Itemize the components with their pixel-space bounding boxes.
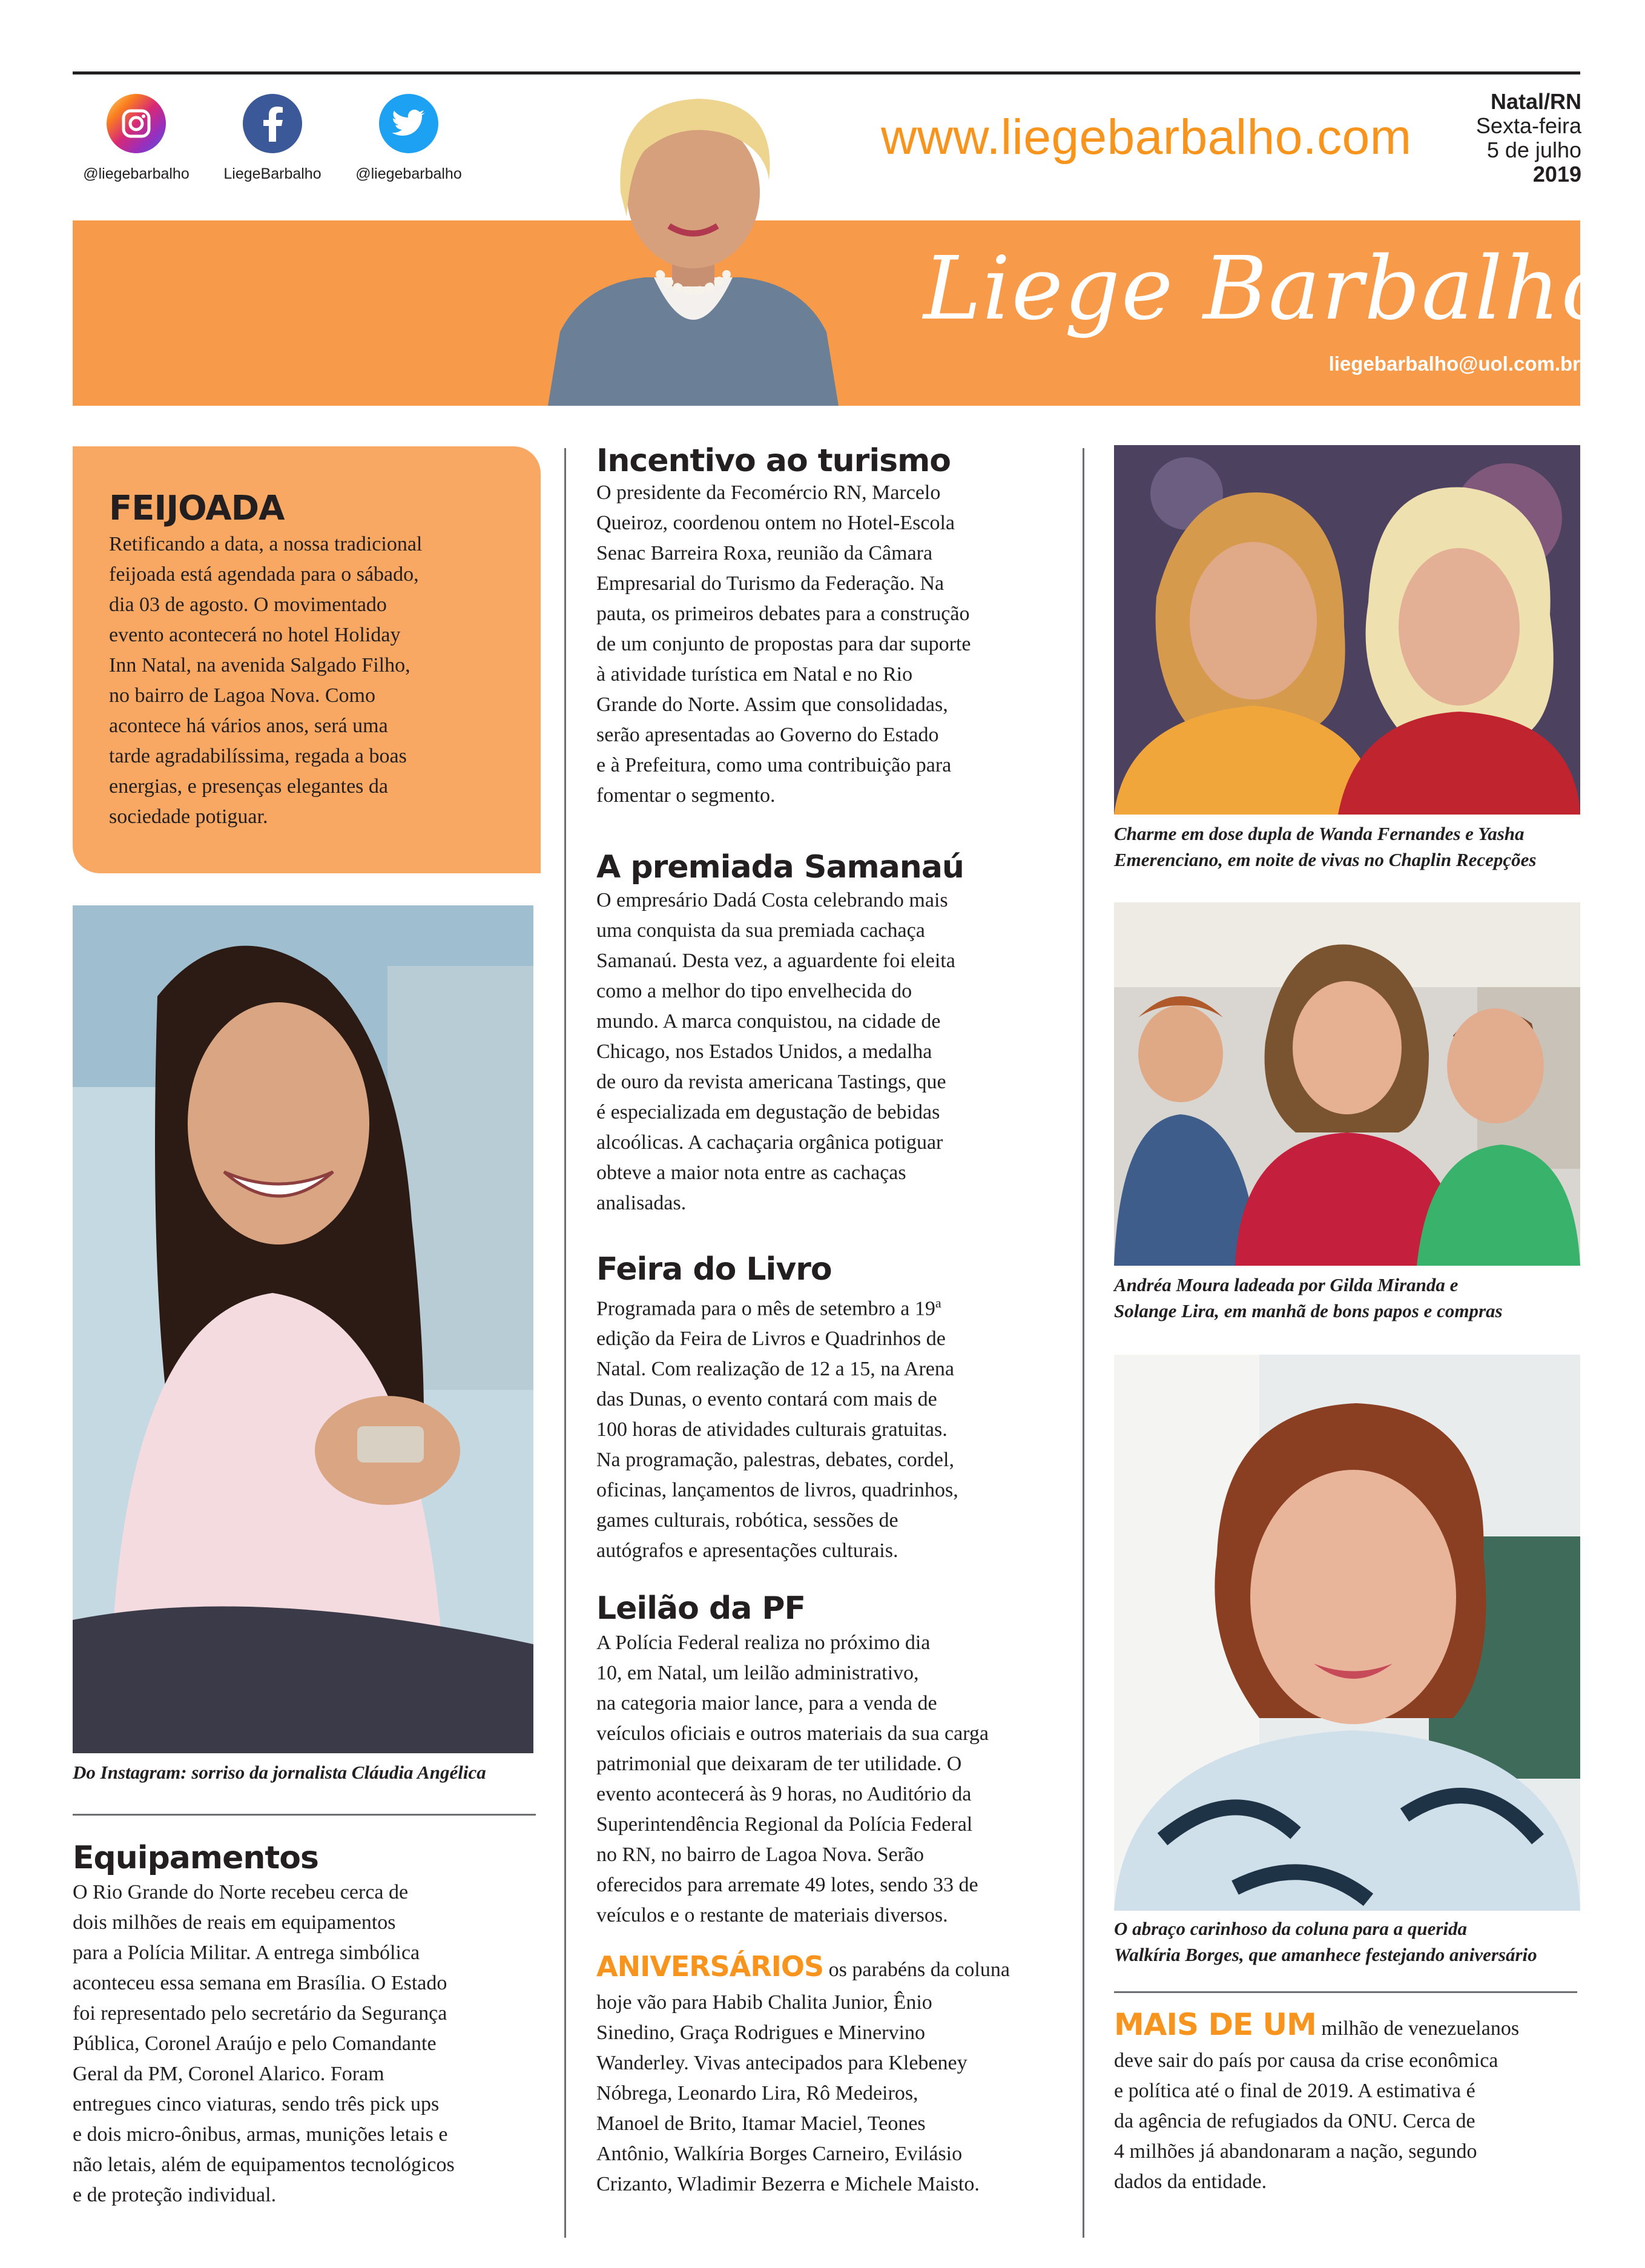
columnist-email[interactable]: liegebarbalho@uol.com.br xyxy=(1328,352,1580,375)
weekday: Sexta-feira xyxy=(1475,113,1581,138)
mais-de-um-first-line: milhão de venezuelanos xyxy=(1316,2017,1520,2040)
date-block xyxy=(1476,90,1581,187)
right-separator xyxy=(1114,1991,1577,1993)
samanau-text: O empresário Dadá Costa celebrando mais uma conquista da sua premiada cachaça Samanaú. Desta vez, a aguardente foi eleita como a melhor do tipo envelhecida do mundo. A marca conquistou, na cidade de Chicago, nos Estados Unidos, a medalha de ouro da revista americana Tastings, que é especializada em degustação de bebidas alcoólicas. A cachaçaria orgânica potiguar obteve a maior nota entre as cachaças analisadas. xyxy=(596,889,955,1214)
year: 2019 xyxy=(1532,162,1581,187)
aniversarios-lead: ANIVERSÁRIOS xyxy=(596,1950,824,1983)
feira-text-start: Programada para o mês de setembro a 19 xyxy=(596,1297,935,1320)
aniversarios-body: hoje vão para Habib Chalita Junior, Ênio Sinedino, Graça Rodrigues e Minervino Wanderley. Vivas antecipados para Klebeney Nóbrega, Leonardo Lira, Rô Medeiros, Manoel de Brito, Itamar Maciel, Teones Antônio, Walkíria Borges Carneiro, Evilásio Crizanto, Wladimir Bezerra e Michele Maisto. xyxy=(596,1991,980,2195)
andrea-caption: Andréa Moura ladeada por Gilda Miranda e Solange Lira, em manhã de bons papos e compras xyxy=(1114,1274,1503,1321)
aniversarios-text xyxy=(596,1951,1081,1985)
date: 5 de julho xyxy=(1486,137,1581,162)
feijoada-title: FEIJOADA xyxy=(109,489,285,528)
feira-text xyxy=(596,1288,1081,1566)
equipamentos-text: O Rio Grande do Norte recebeu cerca de dois milhões de reais em equipamentos para a Polícia Militar. A entrega simbólica aconteceu essa semana em Brasília. O Estado foi representado pelo secretário da Segurança Pública, Coronel Araújo e pelo Comandante Geral da PM, Coronel Alarico. Foram entregues cinco viaturas, sendo três pick ups e dois micro-ônibus, armas, munições letais e não letais, além de equipamentos tecnológicos e de proteção individual. xyxy=(73,1881,455,2206)
claudia-angelica-photo xyxy=(73,905,533,1753)
feira-title: Feira do Livro xyxy=(596,1251,832,1288)
columnist-name: Liege Barbalho xyxy=(923,237,1615,339)
instagram-icon xyxy=(107,94,166,153)
andrea-gilda-solange-photo xyxy=(1114,902,1580,1266)
mais-de-um-text xyxy=(1114,2009,1598,2044)
feijoada-text: Retificando a data, a nossa tradicional feijoada está agendada para o sábado, dia 03 de agosto. O movimentado evento acontecerá no hotel Holiday Inn Natal, na avenida Salgado Filho, no bairro de Lagoa Nova. Como acontece há vários anos, será uma tarde agradabilíssima, regada a boas energias, e presenças elegantes da sociedade potiguar. xyxy=(109,533,423,828)
feira-ordinal: a xyxy=(935,1295,941,1311)
walkiria-caption: O abraço carinhoso da coluna para a querida Walkíria Borges, que amanhece festejando aniversário xyxy=(1114,1918,1537,1965)
wanda-yasha-photo xyxy=(1114,445,1580,815)
facebook-handle: LiegeBarbalho xyxy=(223,165,321,182)
left-separator xyxy=(73,1814,536,1816)
aniversarios-first-line: os parabéns da coluna xyxy=(823,1959,1010,1981)
twitter-icon xyxy=(379,94,438,153)
column-divider-right xyxy=(1083,448,1084,2238)
instagram-link[interactable] xyxy=(73,94,200,183)
claudia-caption: Do Instagram: sorriso da jornalista Cláudia Angélica xyxy=(73,1762,486,1783)
column-divider-left xyxy=(564,448,566,2238)
leilao-text: A Polícia Federal realiza no próximo dia 10, em Natal, um leilão administrativo, na categoria maior lance, para a venda de veículos oficiais e outros materiais da sua carga patrimonial que deixaram de ter utilidade. O evento acontecerá às 9 horas, no Auditório da Superintendência Regional da Polícia Federal no RN, no bairro de Lagoa Nova. Serão oferecidos para arremate 49 lotes, sendo 33 de veículos e o restante de materiais diversos. xyxy=(596,1632,989,1926)
facebook-link[interactable] xyxy=(209,94,336,183)
facebook-icon xyxy=(243,94,302,153)
website-link[interactable]: www.liegebarbalho.com xyxy=(881,110,1412,165)
feijoada-box xyxy=(73,446,541,873)
feira-text-rest: edição da Feira de Livros e Quadrinhos de Natal. Com realização de 12 a 15, na Arena das Dunas, o evento contará com mais de 100 horas de atividades culturais gratuitas. Na programação, palestras, debates, cordel, oficinas, lançamentos de livros, quadrinhos, games culturais, robótica, sessões de autógrafos e apresentações culturais. xyxy=(596,1327,958,1562)
walkiria-borges-photo xyxy=(1114,1355,1580,1911)
top-rule xyxy=(73,71,1580,74)
mais-de-um-lead: MAIS DE UM xyxy=(1114,2007,1316,2042)
twitter-handle: @liegebarbalho xyxy=(355,165,462,182)
twitter-link[interactable] xyxy=(342,94,475,183)
leilao-title: Leilão da PF xyxy=(596,1590,806,1627)
instagram-handle: @liegebarbalho xyxy=(83,165,190,182)
columnist-portrait xyxy=(548,78,839,406)
city: Natal/RN xyxy=(1490,89,1581,114)
incentivo-title: Incentivo ao turismo xyxy=(596,443,951,479)
wanda-yasha-caption: Charme em dose dupla de Wanda Fernandes e Yasha Emerenciano, em noite de vivas no Chaplin Recepções xyxy=(1114,823,1537,870)
samanau-title: A premiada Samanaú xyxy=(596,849,964,885)
mais-de-um-body: deve sair do país por causa da crise econômica e política até o final de 2019. A estimativa é da agência de refugiados da ONU. Cerca de 4 milhões já abandonaram a nação, segundo dados da entidade. xyxy=(1114,2049,1498,2193)
equipamentos-title: Equipamentos xyxy=(73,1840,318,1876)
incentivo-text: O presidente da Fecomércio RN, Marcelo Queiroz, coordenou ontem no Hotel-Escola Senac Barreira Roxa, reunião da Câmara Empresarial do Turismo da Federação. Na pauta, os primeiros debates para a construção de um conjunto de propostas para dar suporte à atividade turística em Natal e no Rio Grande do Norte. Assim que consolidadas, serão apresentadas ao Governo do Estado e à Prefeitura, como uma contribuição para fomentar o segmento. xyxy=(596,481,971,807)
